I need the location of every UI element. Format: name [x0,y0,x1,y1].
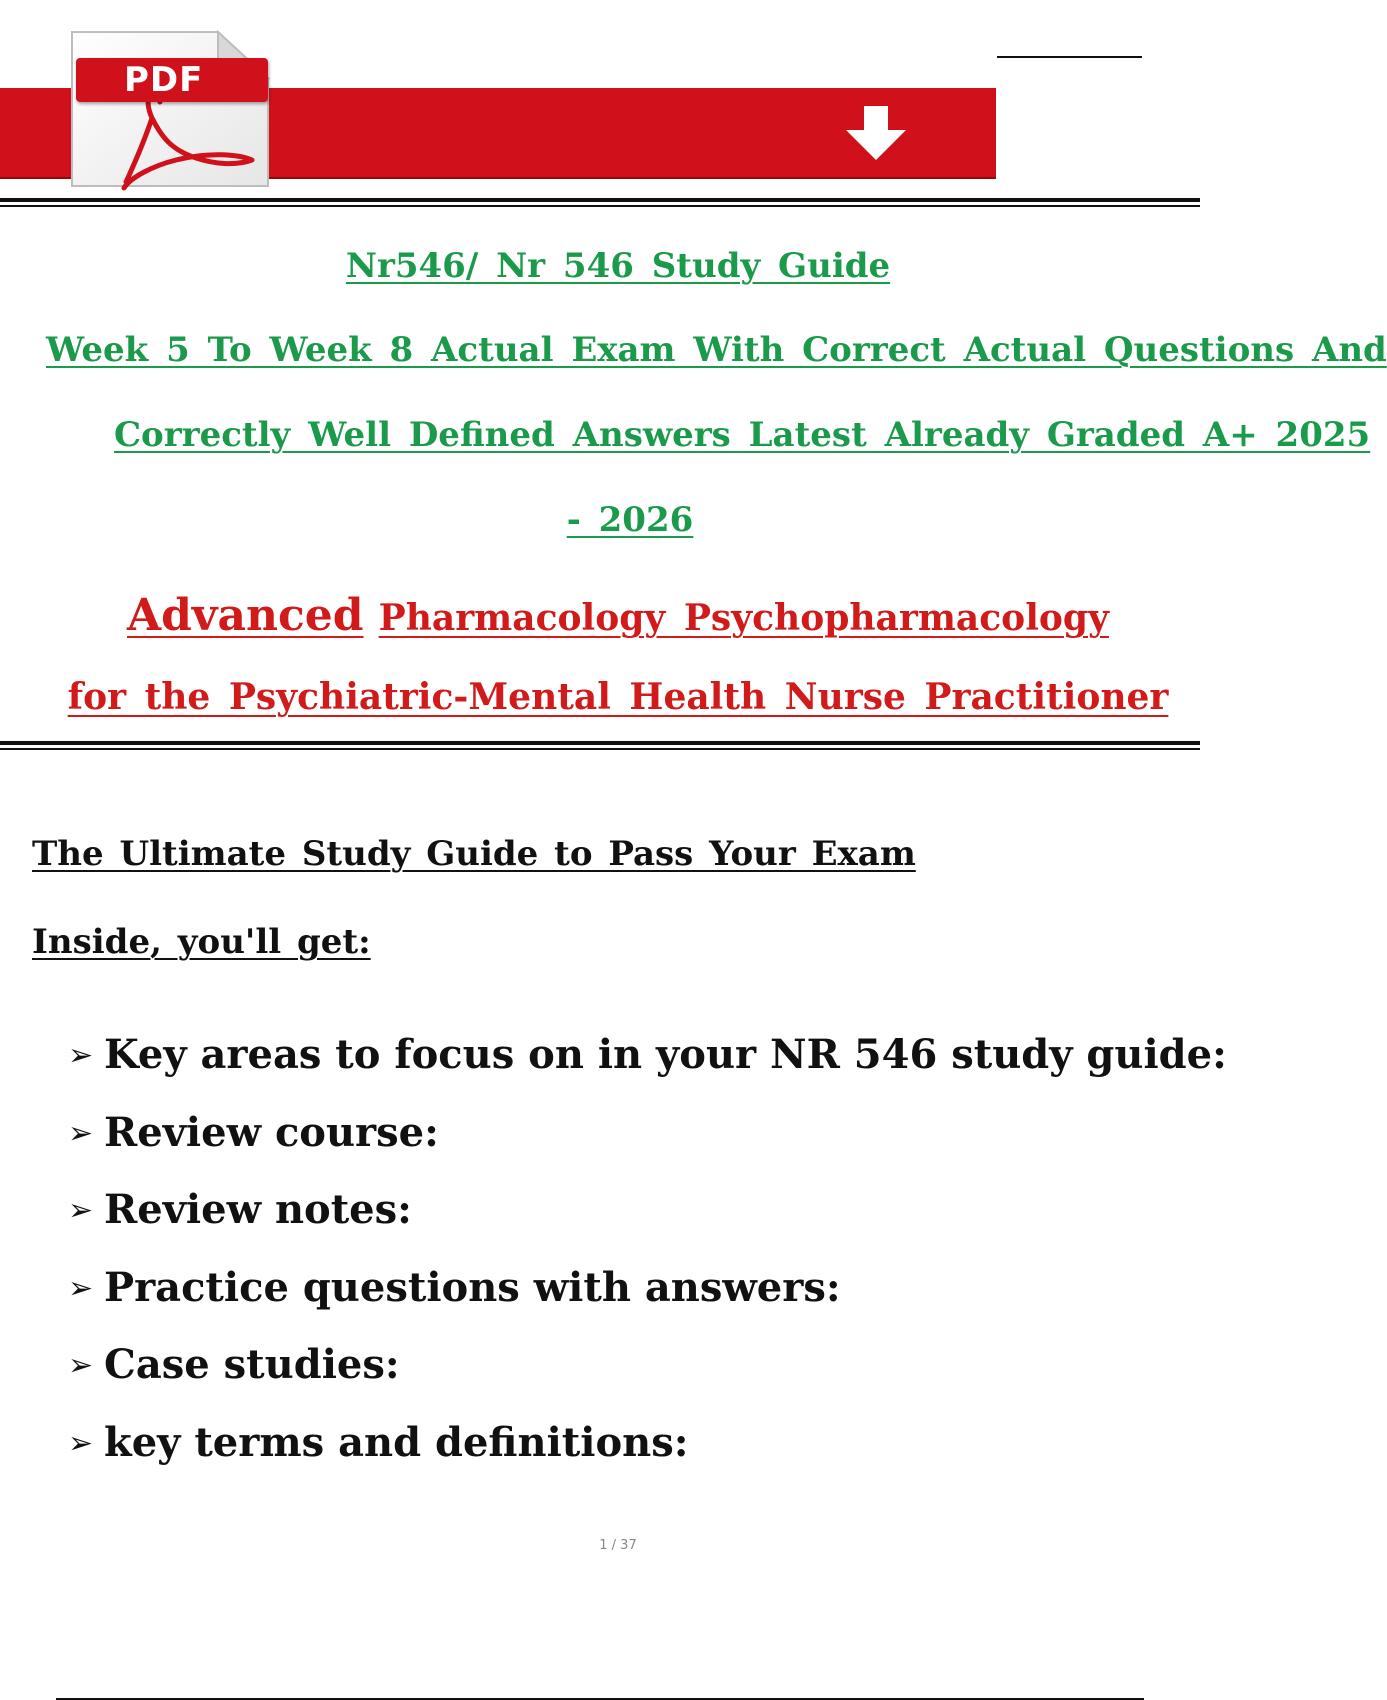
list-item [68,1185,412,1236]
top-right-rule [997,56,1142,58]
title-line-2 [0,330,1387,370]
subtitle-pmhnp[interactable]: for the Psychiatric-Mental Health Nurse Practitioner [67,676,1169,718]
pdf-badge [76,58,268,102]
list-item-text: Key areas to focus on in your NR 546 study guide: [104,1031,1227,1078]
title-answers-link[interactable]: Correctly Well Defined Answers Latest Already Graded A+ 2025 [114,415,1371,455]
pdf-download-banner[interactable] [0,0,1200,251]
title-year-link[interactable]: - 2026 [566,500,694,540]
section-heading: The Ultimate Study Guide to Pass Your Exam [32,834,916,874]
list-item-text: key terms and definitions: [104,1419,689,1466]
bullet-arrow-icon: ➢ [68,1426,94,1461]
list-item [68,1340,400,1391]
list-item [68,1418,689,1469]
title-line-3 [0,415,1371,455]
list-item [68,1263,841,1314]
list-item-text: Case studies: [104,1341,400,1388]
title-week-link[interactable]: Week 5 To Week 8 Actual Exam With Correct Actual Questions And [46,330,1387,370]
pdf-file-icon [68,26,276,190]
title-course-link[interactable]: Nr546/ Nr 546 Study Guide [345,246,891,286]
title-line-4 [0,500,1200,540]
subtitle-advanced[interactable]: Advanced [127,590,364,641]
list-item-text: Review notes: [104,1186,412,1233]
bullet-arrow-icon: ➢ [68,1193,94,1228]
bullet-arrow-icon: ➢ [68,1348,94,1383]
subtitle-line-2 [0,676,1200,718]
header-divider [0,198,1200,207]
subtitle-line-1 [0,590,1200,641]
pdf-badge-label: PDF [124,60,204,100]
title-divider [0,741,1200,750]
subtitle-pharmacology[interactable]: Pharmacology Psychopharmacology [378,597,1109,639]
bullet-arrow-icon: ➢ [68,1271,94,1306]
inside-heading: Inside, you'll get: [32,922,371,962]
title-line-1 [0,246,1200,286]
page-indicator: 1 / 37 [599,1538,637,1553]
list-item [68,1108,439,1159]
bullet-arrow-icon: ➢ [68,1116,94,1151]
download-label: Download [385,186,704,251]
list-item [68,1030,1227,1081]
list-item-text: Review course: [104,1109,439,1156]
down-arrow-icon [840,104,912,162]
bullet-arrow-icon: ➢ [68,1038,94,1073]
list-item-text: Practice questions with answers: [104,1264,841,1311]
